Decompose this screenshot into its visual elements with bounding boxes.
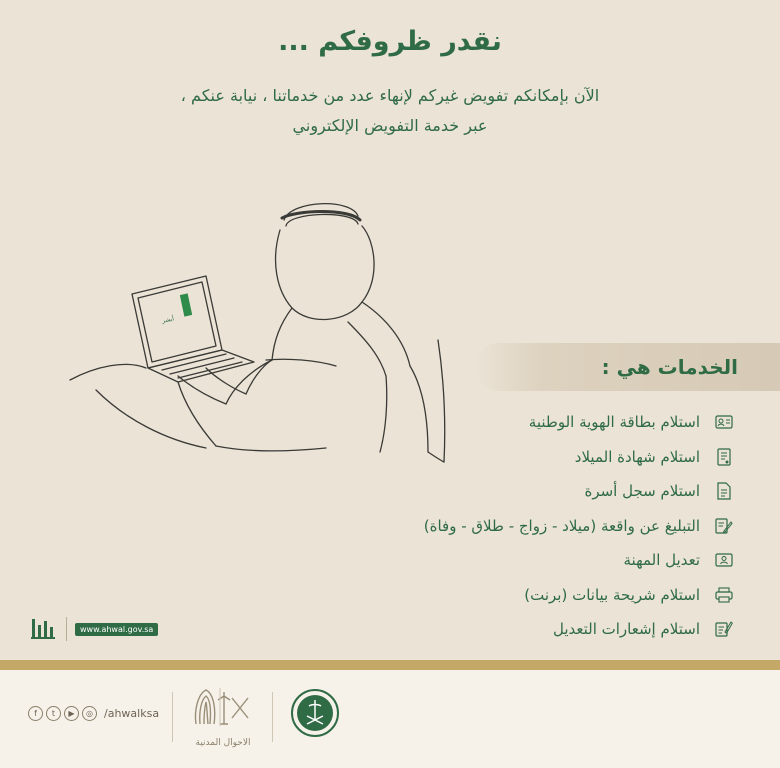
divider xyxy=(66,617,67,641)
list-item xyxy=(314,543,734,578)
divider xyxy=(172,692,173,742)
social-handle[interactable]: /ahwalksa xyxy=(104,707,160,720)
services-banner xyxy=(475,343,780,391)
laptop-screen-text: أبشر xyxy=(161,315,175,325)
edit-document-icon xyxy=(714,516,734,536)
certificate-icon xyxy=(714,447,734,467)
gold-divider xyxy=(0,660,780,670)
fingerprint-palm-icon xyxy=(188,684,258,730)
page-title: نقدر ظروفكم ... xyxy=(278,26,502,57)
service-label: استلام شريحة بيانات (برنت) xyxy=(524,585,700,604)
website-link[interactable]: www.ahwal.gov.sa xyxy=(75,623,158,636)
notice-edit-icon xyxy=(714,619,734,639)
list-item xyxy=(314,405,734,440)
list-item xyxy=(314,612,734,647)
service-label: استلام بطاقة الهوية الوطنية xyxy=(528,413,700,432)
list-item xyxy=(314,578,734,613)
list-item xyxy=(314,440,734,475)
id-card-icon xyxy=(714,412,734,432)
document-icon xyxy=(714,481,734,501)
facebook-icon[interactable]: f xyxy=(28,706,43,721)
agency-name: الاحوال المدنية xyxy=(195,738,251,748)
service-list xyxy=(314,405,734,647)
service-label: التبليغ عن واقعة (ميلاد - زواج - طلاق - وفاة) xyxy=(423,516,700,535)
footer xyxy=(0,670,780,768)
service-label: استلام إشعارات التعديل xyxy=(552,620,700,639)
printer-icon xyxy=(714,585,734,605)
profile-card-icon xyxy=(714,550,734,570)
absher-logo-icon xyxy=(28,615,58,643)
subtitle-line-2: عبر خدمة التفويض الإلكتروني xyxy=(292,116,488,135)
services-heading: الخدمات هي : xyxy=(601,355,738,379)
ahwal-logo xyxy=(188,684,258,748)
service-label: تعديل المهنة xyxy=(623,551,700,570)
absher-brand-row xyxy=(28,614,158,644)
service-label: استلام سجل أسرة xyxy=(584,482,700,501)
list-item xyxy=(314,509,734,544)
divider xyxy=(272,692,273,742)
twitter-icon[interactable]: t xyxy=(46,706,61,721)
youtube-icon[interactable]: ▶ xyxy=(64,706,79,721)
social-links xyxy=(28,706,159,721)
laptop-logo-icon xyxy=(180,293,192,316)
list-item xyxy=(314,474,734,509)
instagram-icon[interactable]: ◎ xyxy=(82,706,97,721)
ministry-emblem-icon xyxy=(290,688,340,738)
service-label: استلام شهادة الميلاد xyxy=(574,447,700,466)
subtitle-line-1: الآن بإمكانكم تفويض غيركم لإنهاء عدد من خدماتنا ، نيابة عنكم ، xyxy=(180,86,600,105)
